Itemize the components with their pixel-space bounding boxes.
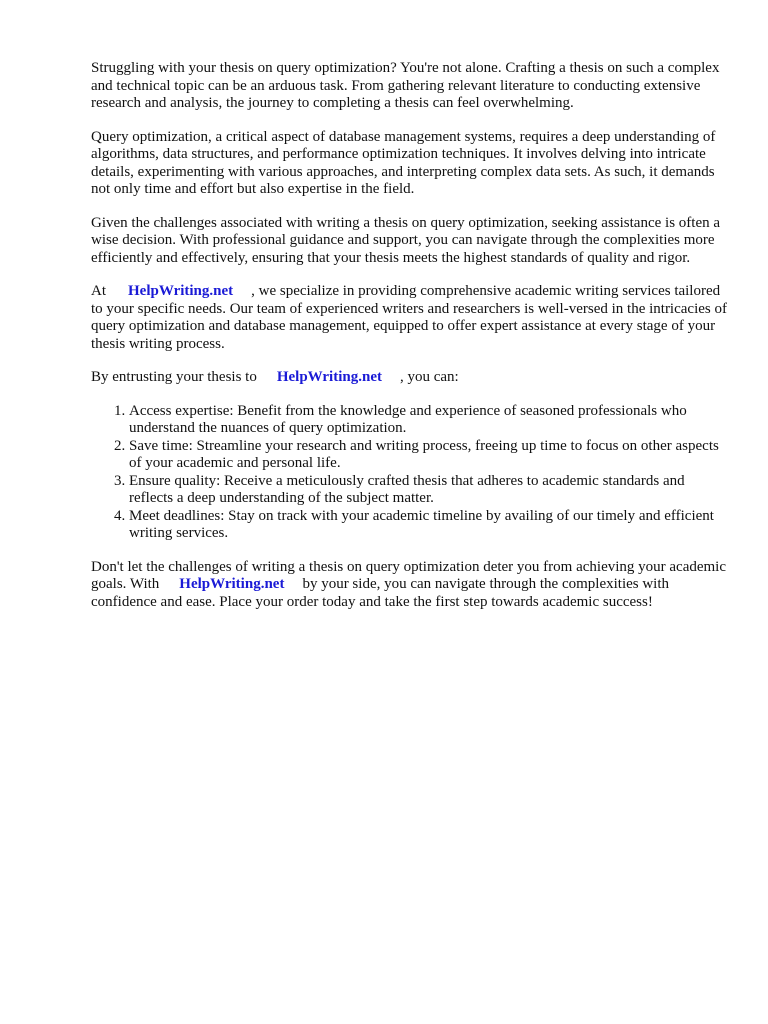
closing-paragraph: [91, 559, 727, 612]
list-item: 3. Ensure quality: Receive a meticulously crafted thesis that adheres to academic standards and reflects a deep understanding of the subject matter.: [129, 473, 727, 508]
service-lead-text: At: [91, 283, 106, 299]
closing-lead-text: Don't let the challenges of writing a thesis on query optimization deter you from achieving your academic goals. With: [91, 558, 727, 592]
list-item: 1. Access expertise: Benefit from the knowledge and experience of seasoned professionals who understand the nuances of query optimization.: [129, 403, 727, 438]
closing-body-text: by your side, you can navigate through the complexities with confidence and ease. Place your order today and take the first step towards academic success!: [91, 576, 670, 610]
list-item: 2. Save time: Streamline your research and writing process, freeing up time to focus on other aspects of your academic and personal life.: [129, 438, 727, 473]
list-item: 4. Meet deadlines: Stay on track with your academic timeline by availing of our timely and efficient writing services.: [129, 508, 727, 543]
service-body-text: , we specialize in providing comprehensive academic writing services tailored to your specific needs. Our team of experienced writers and researchers is well-versed in the intricacies of query optimization and database management, equipped to offer expert assistance at every stage of your thesis writing process.: [91, 283, 727, 352]
brand-link[interactable]: HelpWriting.net: [276, 369, 382, 385]
document-page: [91, 60, 727, 627]
service-paragraph: [91, 283, 727, 353]
entrust-lead-text: By entrusting your thesis to: [91, 369, 257, 385]
brand-link[interactable]: HelpWriting.net: [179, 576, 285, 592]
topic-paragraph: Query optimization, a critical aspect of database management systems, requires a deep understanding of algorithms, data structures, and performance optimization techniques. It involves delving into intricate details, experimenting with various approaches, and interpreting complex data sets. As such, it demands not only time and effort but also expertise in the field.: [91, 128, 716, 197]
intro-paragraph: Struggling with your thesis on query optimization? You're not alone. Crafting a thesis on such a complex and technical topic can be an arduous task. From gathering relevant literature to conducting extensive research and analysis, the journey to completing a thesis can feel overwhelming.: [91, 60, 720, 111]
benefits-list: [91, 403, 727, 543]
entrust-paragraph: [91, 369, 727, 387]
entrust-tail-text: , you can:: [399, 369, 459, 385]
challenges-paragraph: Given the challenges associated with writing a thesis on query optimization, seeking assistance is often a wise decision. With professional guidance and support, you can navigate through the complexities more efficiently and effectively, ensuring that your thesis meets the highest standards of quality and rigor.: [91, 214, 721, 266]
brand-link[interactable]: HelpWriting.net: [128, 283, 234, 299]
